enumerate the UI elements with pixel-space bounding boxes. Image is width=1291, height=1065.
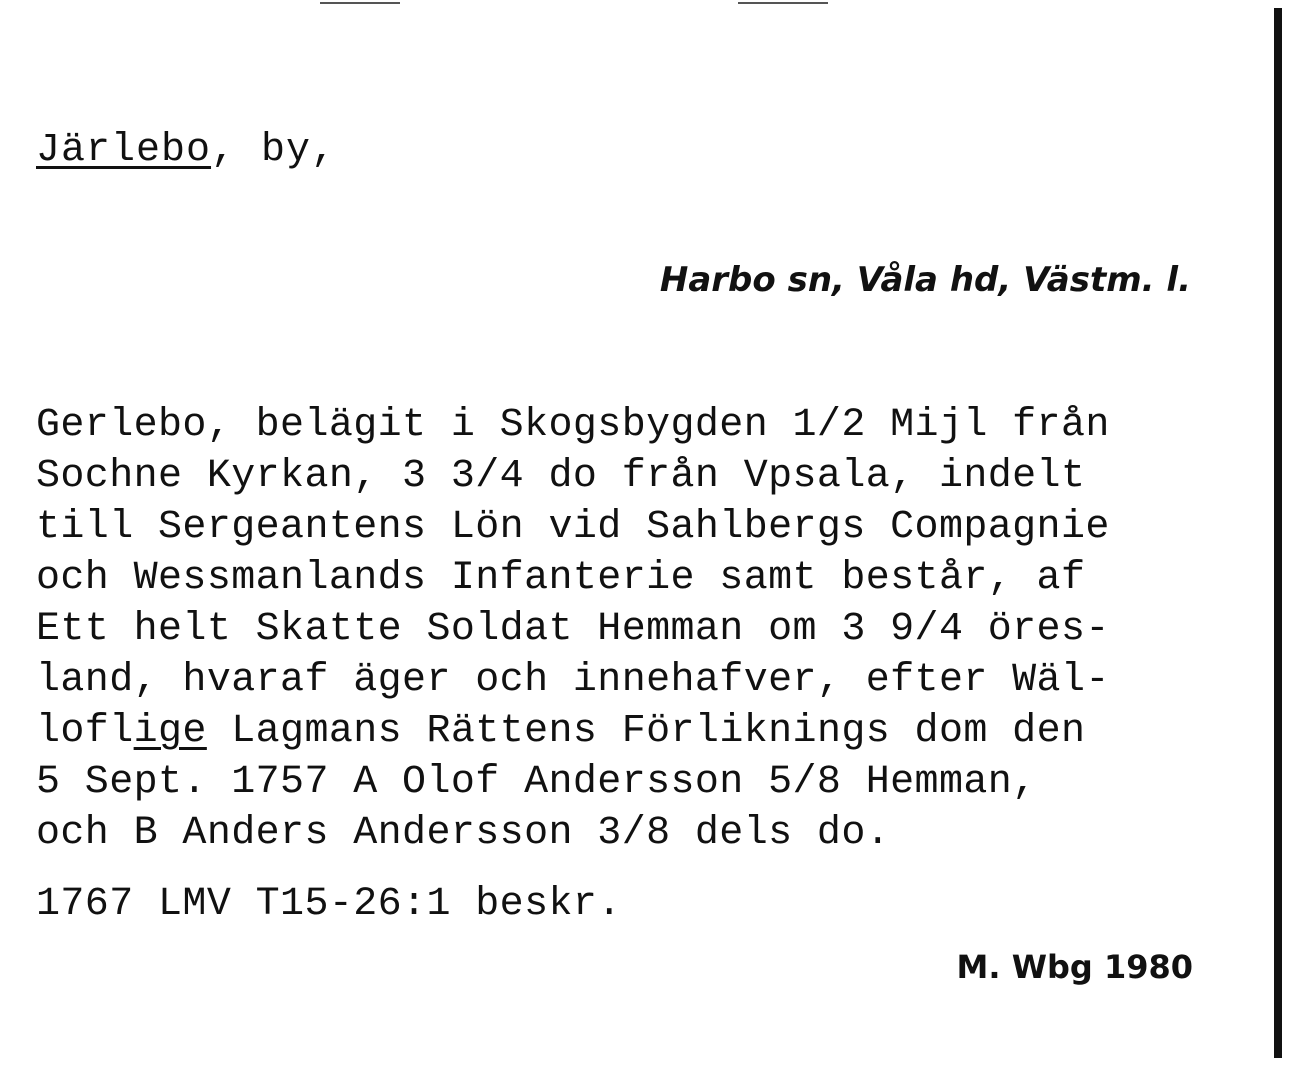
body-line: och Wessmanlands Infanterie samt består, af — [36, 556, 1086, 601]
headword: Järlebo — [36, 128, 212, 173]
location-line: Harbo sn, Våla hd, Västm. l. — [659, 260, 1191, 300]
body-line-part: Lagmans Rättens Förliknings dom den — [206, 709, 1086, 754]
body-line: och B Anders Andersson 3/8 dels do. — [36, 811, 891, 856]
headword-suffix: , by, — [211, 128, 337, 173]
body-line: 5 Sept. 1757 A Olof Andersson 5/8 Hemman, — [36, 760, 1037, 805]
body-line: land, hvaraf äger och innehafver, efter Wäl- — [36, 658, 1110, 703]
headword-line — [36, 128, 336, 173]
source-reference: 1767 LMV T15-26:1 beskr. — [36, 882, 622, 927]
body-line-part: lofl — [36, 709, 134, 754]
body-line — [36, 706, 1110, 757]
underlined-word: ige — [133, 709, 207, 754]
scan-mark — [738, 2, 828, 4]
signature: M. Wbg 1980 — [956, 948, 1193, 986]
body-line: till Sergeantens Lön vid Sahlbergs Compagnie — [36, 505, 1110, 550]
body-text — [36, 400, 1110, 859]
card-edge — [1274, 8, 1282, 1058]
scan-mark — [320, 2, 400, 4]
body-line: Ett helt Skatte Soldat Hemman om 3 9/4 öres- — [36, 607, 1110, 652]
body-line: Sochne Kyrkan, 3 3/4 do från Vpsala, indelt — [36, 454, 1086, 499]
body-line: Gerlebo, belägit i Skogsbygden 1/2 Mijl från — [36, 403, 1110, 448]
